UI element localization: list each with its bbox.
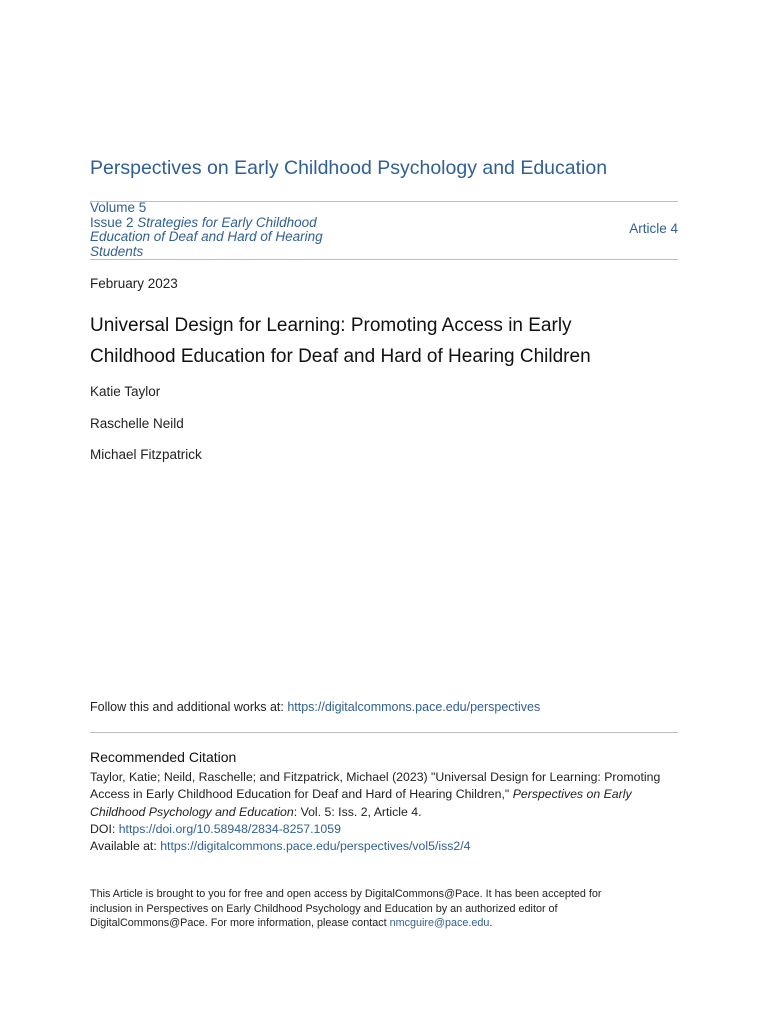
- author-1: Katie Taylor: [90, 384, 161, 399]
- issue-title-line1: Strategies for Early Childhood: [137, 214, 317, 230]
- citation-journal-b: Childhood Psychology and Education: [90, 804, 294, 819]
- citation-doi: [90, 821, 678, 838]
- citation-line1: Taylor, Katie; Neild, Raschelle; and Fitzpatrick, Michael (2023) "Universal Design for Learning: Promoting: [90, 770, 661, 784]
- citation-journal-a: Perspectives on Early: [512, 787, 632, 802]
- issue-title-line3[interactable]: Students: [90, 243, 144, 259]
- follow-works: [90, 700, 540, 714]
- issue-details: [90, 201, 340, 259]
- recommended-citation-heading: Recommended Citation: [90, 749, 237, 765]
- article-title-line2: Childhood Education for Deaf and Hard of Hearing Children: [90, 346, 591, 367]
- access-notice-line3: [90, 916, 678, 931]
- access-notice: [90, 887, 678, 931]
- doi-label: DOI:: [90, 821, 119, 836]
- citation-body: [90, 769, 678, 855]
- issue-info: [90, 201, 678, 259]
- contact-email-link[interactable]: nmcguire@pace.edu: [389, 917, 490, 930]
- doi-link[interactable]: https://doi.org/10.58948/2834-8257.1059: [118, 821, 341, 836]
- author-2: Raschelle Neild: [90, 416, 184, 431]
- citation-details: : Vol. 5: Iss. 2, Article 4.: [293, 804, 422, 819]
- divider-middle: [90, 259, 678, 260]
- divider-bottom: [90, 732, 678, 733]
- access-notice-line1: This Article is brought to you for free and open access by DigitalCommons@Pace. It has been accepted for: [90, 888, 602, 900]
- citation-line2: [90, 786, 678, 803]
- article-number-link[interactable]: Article 4: [629, 221, 678, 236]
- access-notice-line2: inclusion in Perspectives on Early Childhood Psychology and Education by an authorized editor of: [90, 902, 558, 915]
- article-title-line1: Universal Design for Learning: Promoting Access in Early: [90, 315, 572, 336]
- issue-title-line2[interactable]: Education of Deaf and Hard of Hearing: [90, 229, 323, 244]
- issue-number: Issue 2: [90, 214, 134, 230]
- citation-line3: [90, 804, 678, 821]
- article-title: [90, 310, 678, 372]
- follow-text: Follow this and additional works at:: [90, 700, 288, 714]
- journal-title-link[interactable]: Perspectives on Early Childhood Psychology and Education: [90, 157, 608, 179]
- available-link[interactable]: https://digitalcommons.pace.edu/perspectives/vol5/iss2/4: [160, 839, 471, 854]
- author-3: Michael Fitzpatrick: [90, 447, 202, 462]
- available-label: Available at:: [90, 839, 161, 854]
- volume-link[interactable]: Volume 5: [90, 200, 147, 215]
- publication-date: February 2023: [90, 276, 178, 291]
- issue-link[interactable]: [90, 216, 340, 231]
- follow-link[interactable]: https://digitalcommons.pace.edu/perspectives: [287, 700, 541, 714]
- contact-suffix: .: [489, 917, 493, 930]
- contact-text: DigitalCommons@Pace. For more information, please contact: [90, 917, 390, 930]
- citation-available: [90, 838, 678, 855]
- citation-line2-text: Access in Early Childhood Education for Deaf and Hard of Hearing Children,": [90, 787, 513, 802]
